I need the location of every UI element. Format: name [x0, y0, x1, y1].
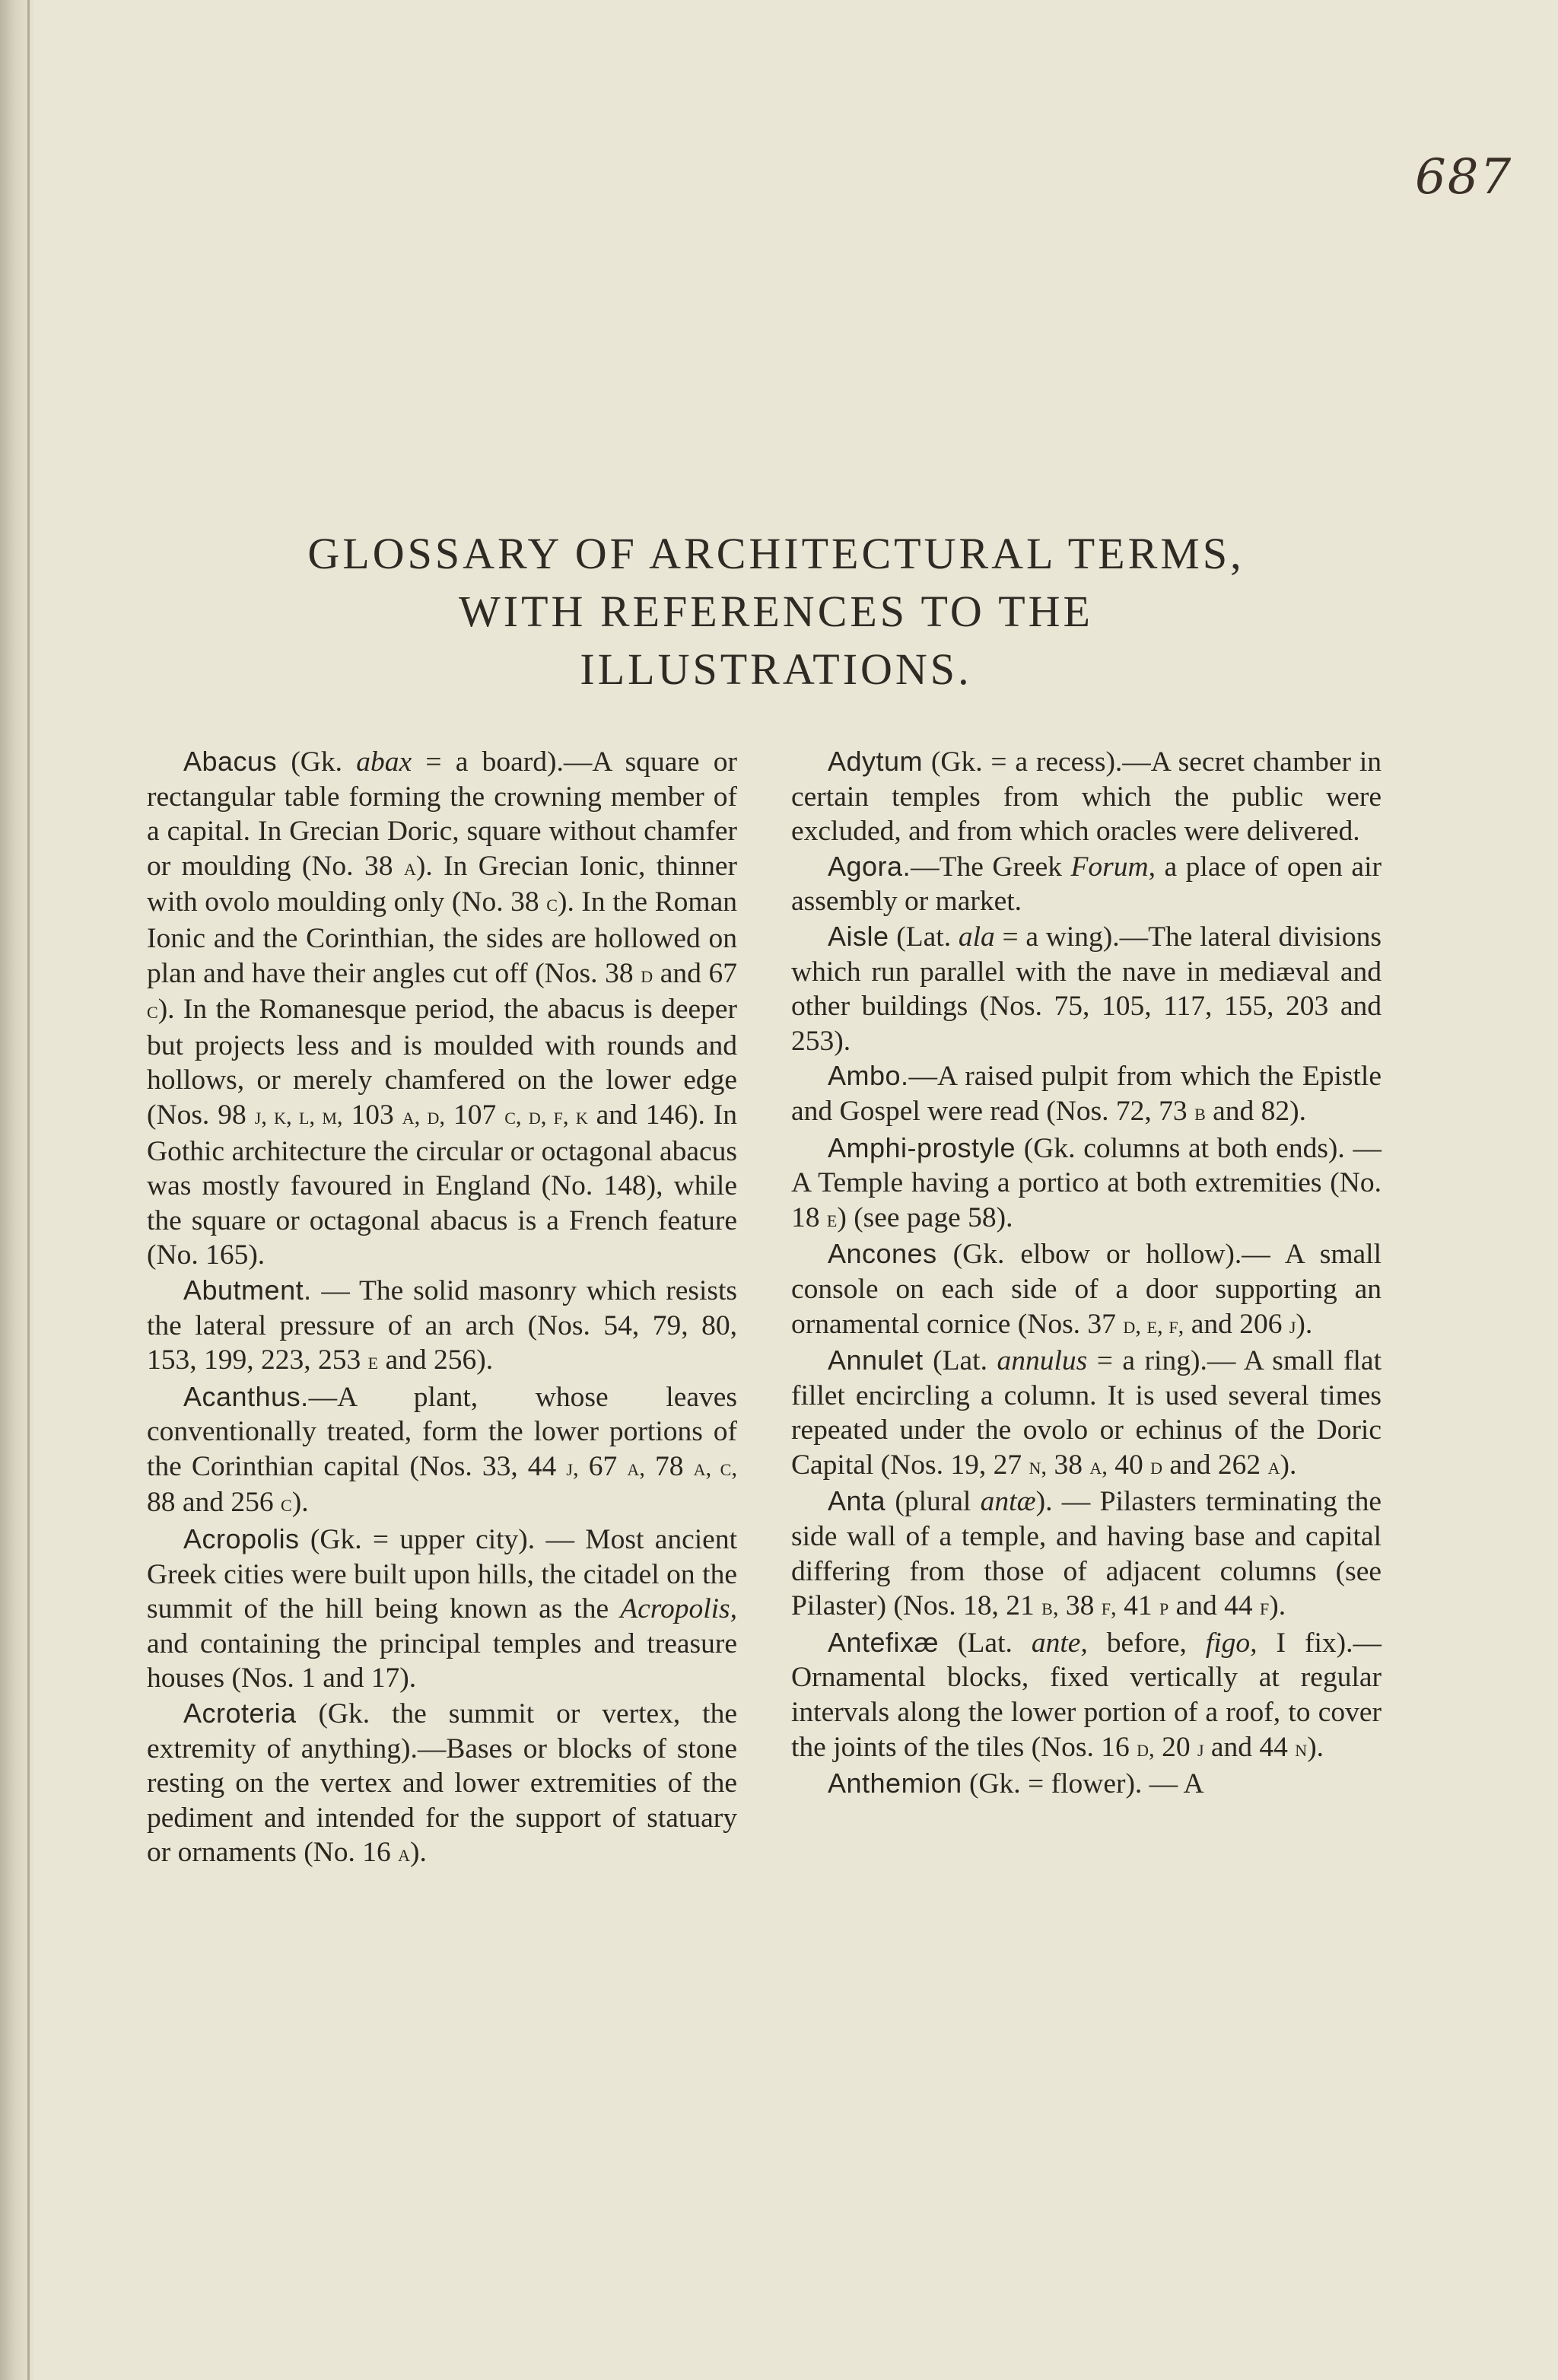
term: Adytum: [828, 746, 924, 777]
term: Annulet: [828, 1344, 924, 1376]
term: Ambo.: [828, 1060, 909, 1092]
title-line-2: WITH REFERENCES TO THE: [459, 587, 1093, 636]
term: Ancones: [828, 1238, 937, 1270]
entry-antefixae: Antefixæ (Lat. ante, before, figo, I fix).—Ornamental blocks, fixed vertically at regular intervals along the lower portion of a roof, to cover the joints of the tiles (Nos. 16 d, 20 j and 44 n).: [791, 1626, 1382, 1763]
title-line-1: GLOSSARY OF ARCHITECTURAL TERMS,: [307, 529, 1245, 578]
term: Anthemion: [828, 1768, 962, 1799]
right-column: [791, 744, 1382, 1802]
entry-agora: Agora.—The Greek Forum, a place of open air assembly or market.: [791, 850, 1382, 918]
entry-adytum: Adytum (Gk. = a recess).—A secret chamber in certain temples from which the public were excluded, and from which oracles were delivered.: [791, 746, 1382, 848]
entry-anta: Anta (plural antæ). — Pilasters terminating the side wall of a temple, and having base and capital differing from those of adjacent columns (see Pilaster) (Nos. 18, 21 b, 38 f, 41 p and 44 f).: [791, 1485, 1382, 1622]
term: Aisle: [828, 920, 889, 952]
term: Antefixæ: [828, 1626, 940, 1658]
gutter-line: [27, 0, 30, 2380]
left-column: [147, 744, 737, 1872]
page-title: [152, 525, 1400, 698]
entry-amphi-prostyle: Amphi-prostyle (Gk. columns at both ends). — A Temple having a portico at both extremities (No. 18 e) (see page 58).: [791, 1131, 1382, 1233]
entry-acroteria: Acroteria (Gk. the summit or vertex, the extremity of anything).—Bases or blocks of stone resting on the vertex and lower extremities of the pediment and intended for the support of statuary or ornaments (No. 16 a).: [147, 1698, 737, 1869]
term: Acropolis: [183, 1523, 300, 1555]
entry-anthemion: Anthemion (Gk. = flower). — A: [828, 1768, 1204, 1800]
term: Abutment.: [183, 1274, 312, 1306]
title-line-3: ILLUSTRATIONS.: [580, 644, 972, 694]
term: Acanthus.: [183, 1380, 309, 1412]
term: Anta: [828, 1485, 886, 1517]
entry-ancones: Ancones (Gk. elbow or hollow).— A small console on each side of a door supporting an ornamental cornice (Nos. 37 d, e, f, and 206 j).: [791, 1238, 1382, 1340]
entry-aisle: Aisle (Lat. ala = a wing).—The lateral divisions which run parallel with the nave in mediæval and other buildings (Nos. 75, 105, 117, 155, 203 and 253).: [791, 920, 1382, 1057]
entry-acanthus: Acanthus.—A plant, whose leaves conventionally treated, form the lower portions of the Corinthian capital (Nos. 33, 44 j, 67 a, 78 a, c, 88 and 256 c).: [147, 1380, 738, 1519]
term: Agora.: [828, 850, 911, 882]
entry-acropolis: Acropolis (Gk. = upper city). — Most ancient Greek cities were built upon hills, the citadel on the summit of the hill being known as the Acropolis, and containing the principal temples and treasure houses (Nos. 1 and 17).: [147, 1523, 737, 1694]
entry-abutment: Abutment. — The solid masonry which resists the lateral pressure of an arch (Nos. 54, 79, 80, 153, 199, 223, 253 e and 256).: [147, 1274, 737, 1376]
page-number: 687: [1415, 149, 1513, 205]
term: Amphi-prostyle: [828, 1131, 1016, 1163]
entry-abacus: Abacus (Gk. abax = a board).—A square or rectangular table forming the crowning member of a capital. In Grecian Doric, square without chamfer or moulding (No. 38 a). In Grecian Ionic, thinner with ovolo moulding only (No. 38 c). In the Roman Ionic and the Corinthian, the sides are hollowed on plan and have their angles cut off (Nos. 38 d and 67 c). In the Romanesque period, the abacus is deeper but projects less and is moulded with rounds and hollows, or merely chamfered on the lower edge (Nos. 98 j, k, l, m, 103 a, d, 107 c, d, f, k and 146). In Gothic architecture the circular or octagonal abacus was mostly favoured in England (No. 148), while the square or octagonal abacus is a French feature (No. 165).: [147, 746, 738, 1271]
term: Abacus: [183, 746, 278, 777]
entry-ambo: Ambo.—A raised pulpit from which the Epistle and Gospel were read (Nos. 72, 73 b and 82).: [791, 1060, 1382, 1127]
term: Acroteria: [183, 1698, 297, 1729]
entry-annulet: Annulet (Lat. annulus = a ring).— A small flat fillet encircling a column. It is used several times repeated under the ovolo or echinus of the Doric Capital (Nos. 19, 27 n, 38 a, 40 d and 262 a).: [791, 1344, 1382, 1481]
